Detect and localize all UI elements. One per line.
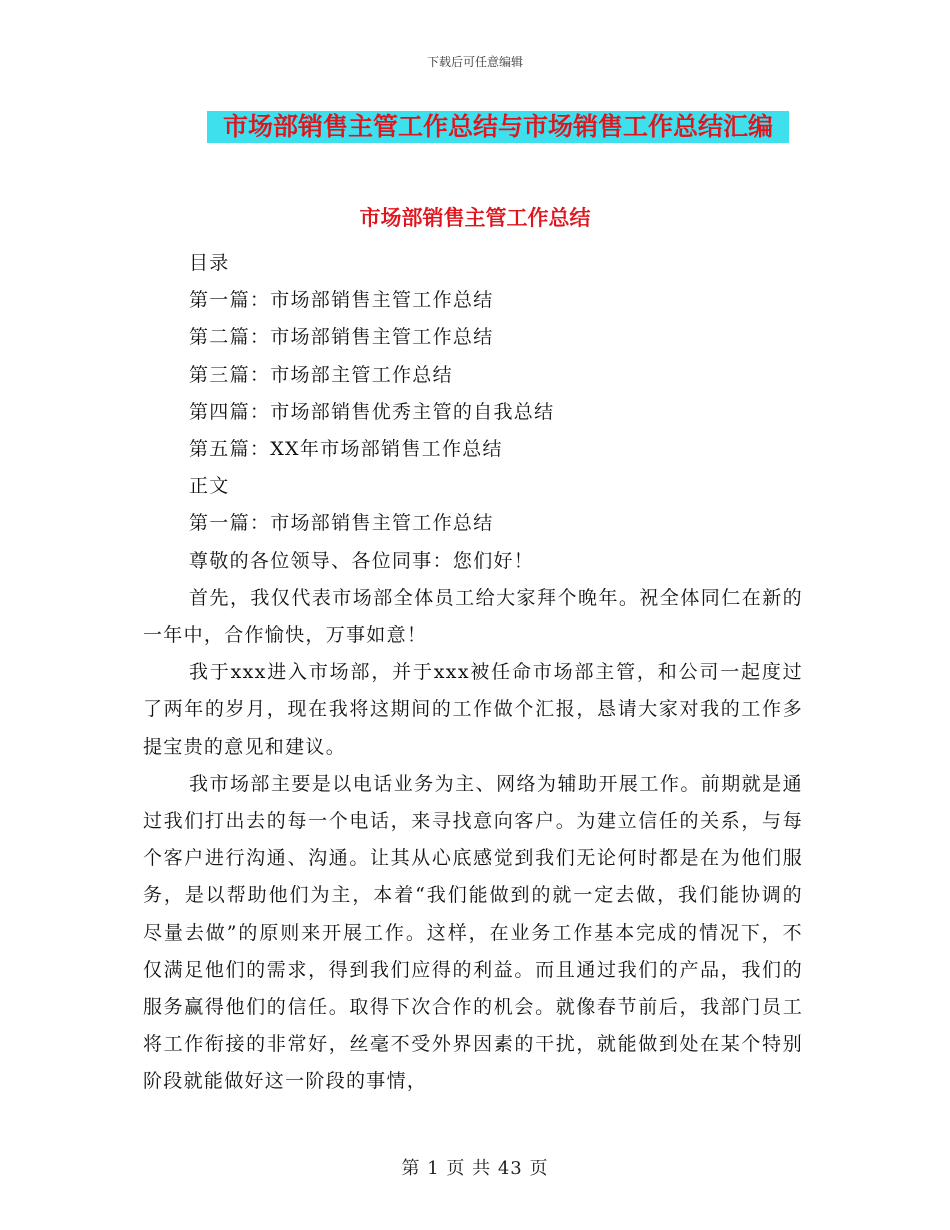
toc-item: 第一篇：市场部销售主管工作总结 bbox=[189, 289, 494, 312]
page-footer: 第 1 页 共 43 页 bbox=[401, 1158, 549, 1179]
toc-item: 第五篇：XX年市场部销售工作总结 bbox=[189, 438, 503, 461]
chapter-title: 第一篇：市场部销售主管工作总结 bbox=[189, 512, 494, 535]
toc-item: 第四篇：市场部销售优秀主管的自我总结 bbox=[189, 400, 555, 423]
greeting: 尊敬的各位领导、各位同事：您们好！ bbox=[189, 549, 535, 572]
toc-heading: 目录 bbox=[189, 252, 230, 274]
paragraph: 我于xxx进入市场部，并于xxx被任命市场部主管，和公司一起度过了两年的岁月，现在我将这期间的工作做个汇报，恳请大家对我的工作多提宝贵的意见和建议。 bbox=[143, 661, 803, 758]
toc-item: 第三篇：市场部主管工作总结 bbox=[189, 363, 453, 386]
paragraph: 首先，我仅代表市场部全体员工给大家拜个晚年。祝全体同仁在新的一年中，合作愉快，万事如意！ bbox=[143, 586, 803, 647]
body-heading: 正文 bbox=[189, 475, 230, 498]
document-sub-title: 市场部销售主管工作总结 bbox=[359, 206, 591, 230]
header-note: 下载后可任意编辑 bbox=[426, 55, 523, 69]
paragraph: 我市场部主要是以电话业务为主、网络为辅助开展工作。前期就是通过我们打出去的每一个电话，来寻找意向客户。为建立信任的关系，与每个客户进行沟通、沟通。让其从心底感觉到我们无论何时都是在为他们服务，是以帮助他们为主，本着“我们能做到的就一定去做，我们能协调的尽量去做”的原则来开展工作。这样，在业务工作基本完成的情况下，不仅满足他们的需求，得到我们应得的利益。而且通过我们的产品，我们的服务赢得他们的信任。取得下次合作的机会。就像春节前后，我部门员工将工作衔接的非常好，丝毫不受外界因素的干扰，就能做到处在某个特别阶段就能做好这一阶段的事情， bbox=[143, 772, 803, 1093]
document-main-title: 市场部销售主管工作总结与市场销售工作总结汇编 bbox=[207, 111, 789, 143]
document-body bbox=[143, 245, 803, 1101]
toc-item: 第二篇：市场部销售主管工作总结 bbox=[189, 326, 494, 349]
